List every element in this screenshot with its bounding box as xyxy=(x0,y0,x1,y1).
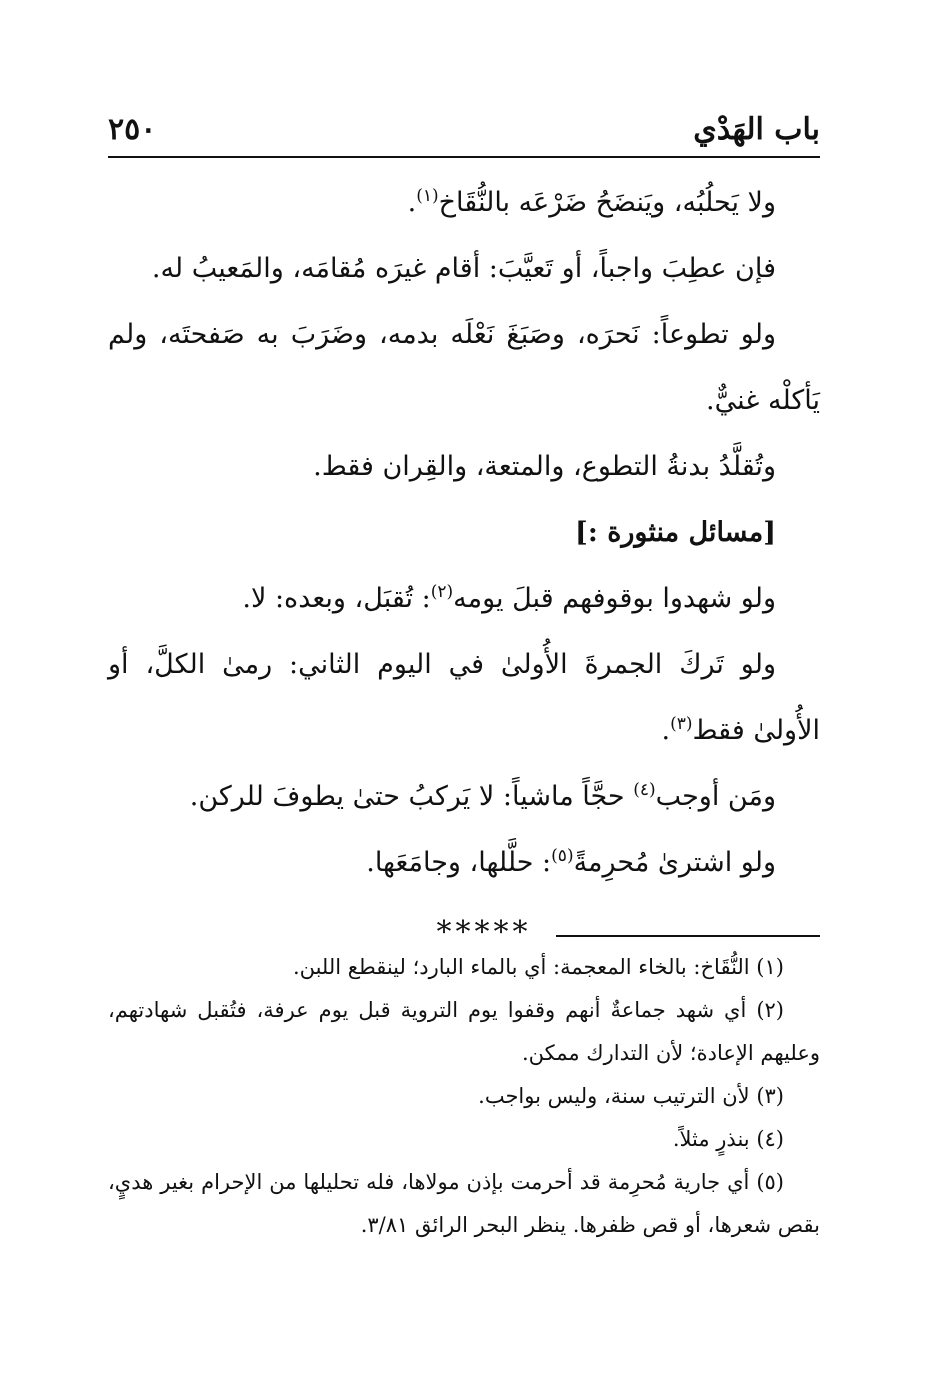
paragraph-1-tail: . xyxy=(407,187,417,218)
footnote-ref-2: (٢) xyxy=(430,582,454,602)
paragraph-2: فإن عطِبَ واجباً، أو تَعيَّبَ: أقام غيرَه مُقامَه، والمَعيبُ له. xyxy=(151,253,776,284)
paragraph-4: وتُقلَّدُ بدنةُ التطوع، والمتعة، والقِران فقط. xyxy=(313,451,776,482)
footnote-rule xyxy=(556,935,820,937)
footnote-5: (٥) أي جارية مُحرِمة قد أحرمت بإذن مولاها، فله تحليلها من الإحرام بغير هديٍ، بقص شعرها، أو قص ظفرها. ينظر البحر الرائق ٣/٨١. xyxy=(108,1170,820,1237)
footnote-2: (٢) أي شهد جماعةٌ أنهم وقفوا يوم التروية قبل يوم عرفة، فتُقبل شهادتهم، وعليهم الإعادة؛ لأن التدارك ممكن. xyxy=(108,998,820,1065)
paragraph-5-text-after: : تُقبَل، وبعده: لا. xyxy=(242,583,431,614)
footnote-ref-3: (٣) xyxy=(670,714,693,734)
footnote-ref-5: (٥) xyxy=(551,846,574,866)
paragraph-6-tail: . xyxy=(661,715,671,746)
main-text xyxy=(108,170,820,966)
footnote-3: (٣) لأن الترتيب سنة، وليس بواجب. xyxy=(478,1084,784,1108)
footnote-ref-4: (٤) xyxy=(633,780,656,800)
chapter-title: باب الهَدْي xyxy=(693,112,820,147)
paragraph-7-text-after: حجَّاً ماشياً: لا يَركبُ حتىٰ يطوفَ للركن. xyxy=(189,781,634,812)
section-separator: ***** xyxy=(436,915,532,950)
paragraph-5-text-before: ولو شهدوا بوقوفهم قبلَ يومه xyxy=(453,583,776,614)
footnotes xyxy=(108,946,820,1247)
paragraph-6-text: ولو تَركَ الجمرةَ الأُولىٰ في اليوم الثاني: رمىٰ الكلَّ، أو الأُولىٰ فقط xyxy=(108,649,820,746)
paragraph-1-text: ولا يَحلُبُه، ويَنضَحُ ضَرْعَه بالنُّقَاخ xyxy=(438,187,776,218)
paragraph-1 xyxy=(108,170,820,236)
paragraph-7-text-before: ومَن أوجب xyxy=(655,781,776,812)
paragraph-8-text-after: : حلَّلها، وجامَعَها. xyxy=(366,847,552,878)
page-number: ٢٥٠ xyxy=(108,112,157,147)
footnote-1: (١) النُّقَاخ: بالخاء المعجمة: أي بالماء البارد؛ لينقطع اللبن. xyxy=(292,955,784,979)
footnote-ref-1: (١) xyxy=(416,186,439,206)
header-rule xyxy=(108,156,820,158)
paragraph-5 xyxy=(108,566,820,632)
paragraph-3: ولو تطوعاً: نَحرَه، وصَبَغَ نَعْلَه بدمه، وضَرَبَ به صَفحتَه، ولم يَأكلْه غنيٌّ. xyxy=(108,319,820,416)
section-heading: [مسائل منثورة :] xyxy=(575,517,776,548)
paragraph-8 xyxy=(108,830,820,896)
paragraph-7 xyxy=(108,764,820,830)
running-header xyxy=(108,108,820,154)
paragraph-6 xyxy=(108,632,820,764)
footnote-4: (٤) بنذرٍ مثلاً. xyxy=(672,1127,784,1151)
paragraph-8-text-before: ولو اشترىٰ مُحرِمةً xyxy=(573,847,776,878)
